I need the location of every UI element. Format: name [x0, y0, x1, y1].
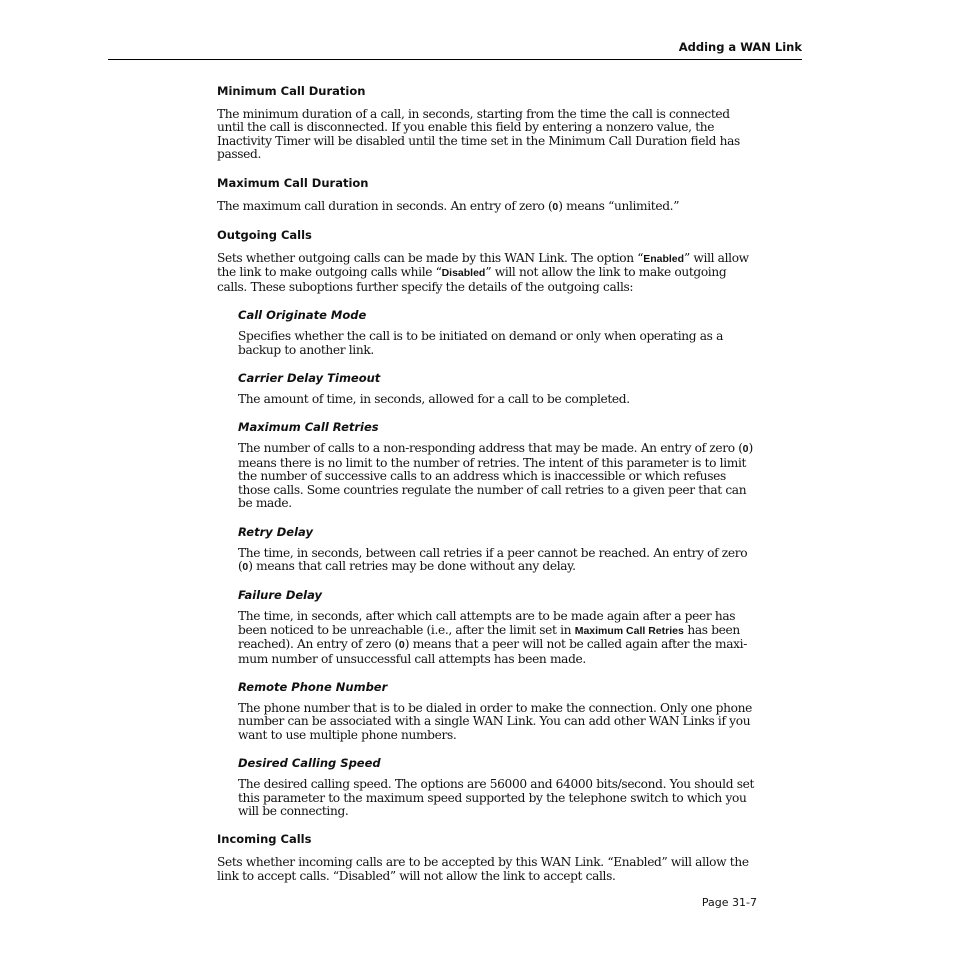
- section-heading-minimum-call-duration: Minimum Call Duration: [217, 84, 366, 98]
- section-heading-outgoing-calls: Outgoing Calls: [217, 228, 312, 243]
- text-run: The number of calls to a non-responding address that may be made. An entry of zero (: [238, 441, 743, 456]
- text-run: has been reached). An entry of zero (: [238, 622, 740, 652]
- option-enabled: Enabled: [643, 253, 685, 266]
- option-disabled: Disabled: [441, 267, 486, 280]
- subheading-desired-calling-speed: Desired Calling Speed: [238, 756, 381, 771]
- paragraph-call-originate-mode: Specifies whether the call is to be initiated on demand or only when operating as a backup to another link.: [238, 329, 723, 357]
- text-run: ” will allow the link to make outgoing calls while “: [217, 251, 749, 280]
- page-number: Page 31-7: [701, 896, 757, 909]
- subheading-failure-delay: Failure Delay: [238, 588, 323, 603]
- paragraph-carrier-delay-timeout: The amount of time, in seconds, allowed for a call to be completed.: [238, 392, 630, 407]
- text-run: ) means that call retries may be done without any delay.: [248, 558, 576, 573]
- subheading-carrier-delay-timeout: Carrier Delay Timeout: [238, 371, 381, 386]
- zero-value: 0: [398, 639, 405, 652]
- outgoing-suboptions: [238, 308, 757, 818]
- paragraph-minimum-call-duration: The minimum duration of a call, in seconds, starting from the time the call is connected until the call is disconnected. If you enable this field by entering a nonzero value, the Inactivity Timer will be disabled until the time set in the Minimum Call Duration field has passed.: [217, 107, 740, 162]
- paragraph-maximum-call-retries: [238, 442, 757, 510]
- zero-value: 0: [242, 560, 249, 573]
- paragraph-retry-delay: [238, 547, 757, 575]
- page-content: [217, 84, 757, 897]
- text-run: ” will not allow the link to make outgoing calls. These suboptions further specify the details of the outgoing calls:: [217, 265, 727, 294]
- subheading-retry-delay: Retry Delay: [238, 524, 313, 539]
- zero-value: 0: [742, 443, 749, 456]
- section-heading-incoming-calls: Incoming Calls: [217, 832, 312, 847]
- section-heading-maximum-call-duration: Maximum Call Duration: [217, 175, 369, 190]
- text-run: The time, in seconds, between call retries if a peer cannot be reached. An entry of zero (: [238, 545, 748, 573]
- text-run: ) means “unlimited.”: [558, 198, 680, 213]
- text-run: ) means that a peer will not be called again after the maxi-mum number of unsuccessful call attempts has been made.: [238, 637, 747, 666]
- text-run: The maximum call duration in seconds. An entry of zero (: [217, 198, 553, 213]
- paragraph-outgoing-calls: [217, 252, 757, 294]
- text-run: The time, in seconds, after which call attempts are to be made again after a peer has been noticed to be unreachable (i.e., after the limit set in: [238, 609, 736, 637]
- subheading-remote-phone-number: Remote Phone Number: [238, 679, 388, 694]
- header-rule: [108, 59, 802, 60]
- running-header-title: Adding a WAN Link: [678, 40, 802, 54]
- zero-value: 0: [552, 200, 559, 213]
- paragraph-incoming-calls: Sets whether incoming calls are to be accepted by this WAN Link. “Enabled” will allow the link to accept calls. “Disabled” will not allow the link to accept calls.: [217, 855, 749, 883]
- subheading-call-originate-mode: Call Originate Mode: [238, 308, 367, 323]
- paragraph-remote-phone-number: The phone number that is to be dialed in order to make the connection. Only one phone number can be associated with a single WAN Link. You can add other WAN Links if you want to use multiple phone numbers.: [238, 700, 752, 742]
- text-run: ) means there is no limit to the number of retries. The intent of this parameter is to limit the number of successive calls to an address which is inaccessible or which refuses those calls. Some countries regulate the number of call retries to a given peer that can be made.: [238, 441, 753, 511]
- paragraph-failure-delay: [238, 610, 757, 666]
- reference-maximum-call-retries: Maximum Call Retries: [574, 624, 684, 637]
- paragraph-maximum-call-duration: [217, 200, 757, 214]
- text-run: Sets whether outgoing calls can be made by this WAN Link. The option “: [217, 251, 644, 266]
- subheading-maximum-call-retries: Maximum Call Retries: [238, 420, 379, 435]
- paragraph-desired-calling-speed: The desired calling speed. The options are 56000 and 64000 bits/second. You should set this parameter to the maximum speed supported by the telephone switch to which you will be connecting.: [238, 777, 755, 818]
